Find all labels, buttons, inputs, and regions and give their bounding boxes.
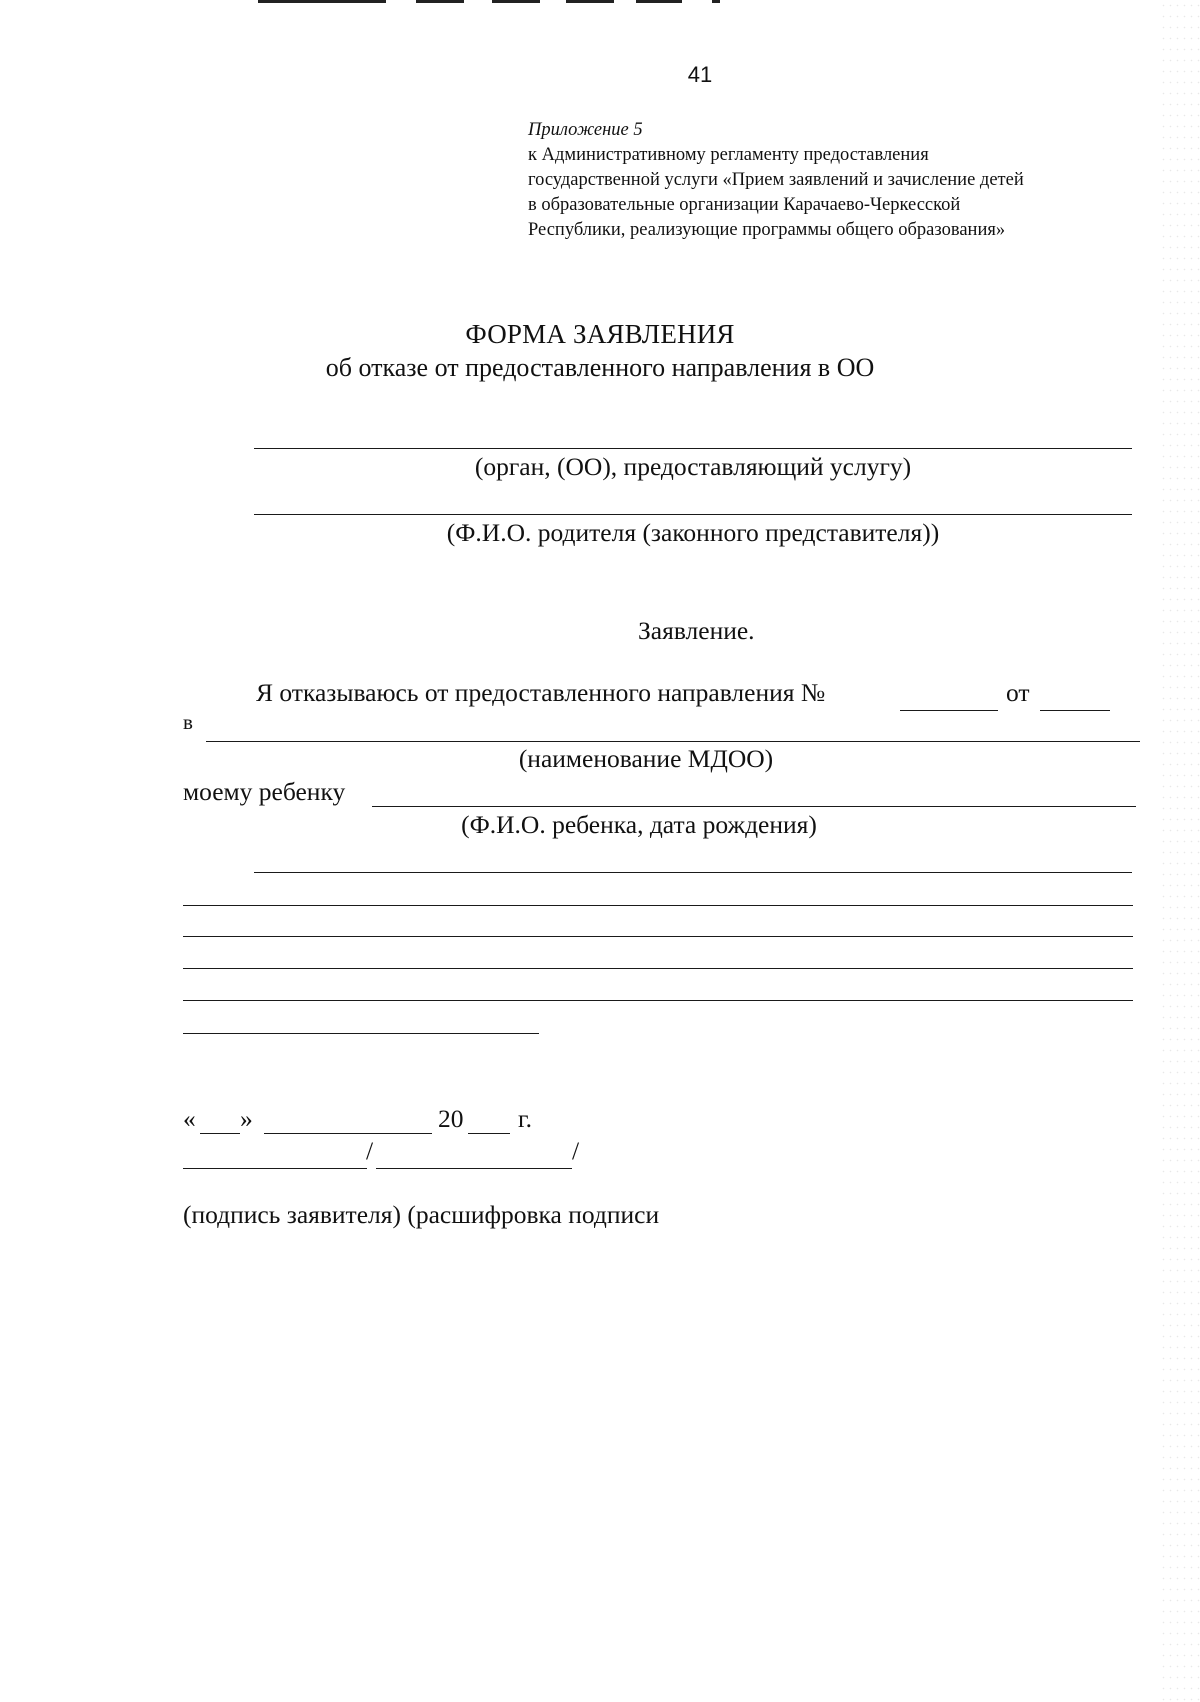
scan-artifact [636, 0, 682, 3]
appendix-number: Приложение 5 [528, 120, 643, 140]
appendix-line: государственной услуги «Прием заявлений и зачисление детей [528, 170, 1024, 190]
signature-slash: / [572, 1136, 580, 1165]
scan-artifact [258, 0, 386, 3]
application-heading: Заявление. [638, 616, 755, 645]
text-blank-line[interactable] [183, 905, 1133, 906]
parent-caption: (Ф.И.О. родителя (законного представителя)) [446, 518, 940, 547]
date-open-quote: « [183, 1104, 196, 1133]
scan-artifact [566, 0, 614, 3]
signature-caption: (подпись заявителя) (расшифровка подписи [183, 1200, 660, 1229]
signature-blank[interactable] [183, 1168, 367, 1169]
statement-text: Я отказываюсь от предоставленного направления № [256, 678, 826, 707]
mdoo-caption: (наименование МДОО) [518, 744, 774, 773]
appendix-line: в образовательные организации Карачаево-Черкесской [528, 195, 961, 215]
text-blank-line[interactable] [183, 1000, 1133, 1001]
signature-slash: / [366, 1136, 374, 1165]
mdoo-blank-line[interactable] [206, 741, 1140, 742]
child-caption: (Ф.И.О. ребенка, дата рождения) [461, 810, 817, 839]
form-subtitle: об отказе от предоставленного направления в ОО [325, 353, 875, 382]
referral-date-blank[interactable] [1040, 710, 1110, 711]
scan-noise [1160, 0, 1200, 1702]
page-number: 41 [687, 62, 713, 87]
text-blank-line[interactable] [183, 968, 1133, 969]
date-close-quote: » [240, 1104, 253, 1133]
parent-blank-line[interactable] [254, 514, 1132, 515]
referral-number-blank[interactable] [900, 710, 998, 711]
text-blank-line[interactable] [254, 872, 1132, 873]
child-blank-line[interactable] [372, 806, 1136, 807]
signature-decode-blank[interactable] [376, 1168, 572, 1169]
text-blank-line[interactable] [183, 1033, 539, 1034]
appendix-line: к Административному регламенту предоставления [528, 145, 929, 165]
date-year-prefix: 20 [438, 1104, 464, 1133]
appendix-line: Республики, реализующие программы общего образования» [528, 220, 1006, 240]
statement-from-label: от [1006, 678, 1030, 707]
form-title: ФОРМА ЗАЯВЛЕНИЯ [465, 319, 735, 349]
date-day-blank[interactable] [200, 1133, 240, 1134]
my-child-label: моему ребенку [183, 777, 346, 806]
text-blank-line[interactable] [183, 936, 1133, 937]
scan-artifact [712, 0, 720, 3]
organ-blank-line[interactable] [254, 448, 1132, 449]
organ-caption: (орган, (ОО), предоставляющий услугу) [474, 452, 912, 481]
appendix-note [528, 118, 1148, 243]
scan-artifact [416, 0, 464, 3]
date-month-blank[interactable] [264, 1133, 432, 1134]
date-year-suffix: г. [518, 1104, 532, 1133]
date-year-blank[interactable] [468, 1133, 510, 1134]
in-label: в [183, 710, 193, 734]
scan-artifact [492, 0, 540, 3]
